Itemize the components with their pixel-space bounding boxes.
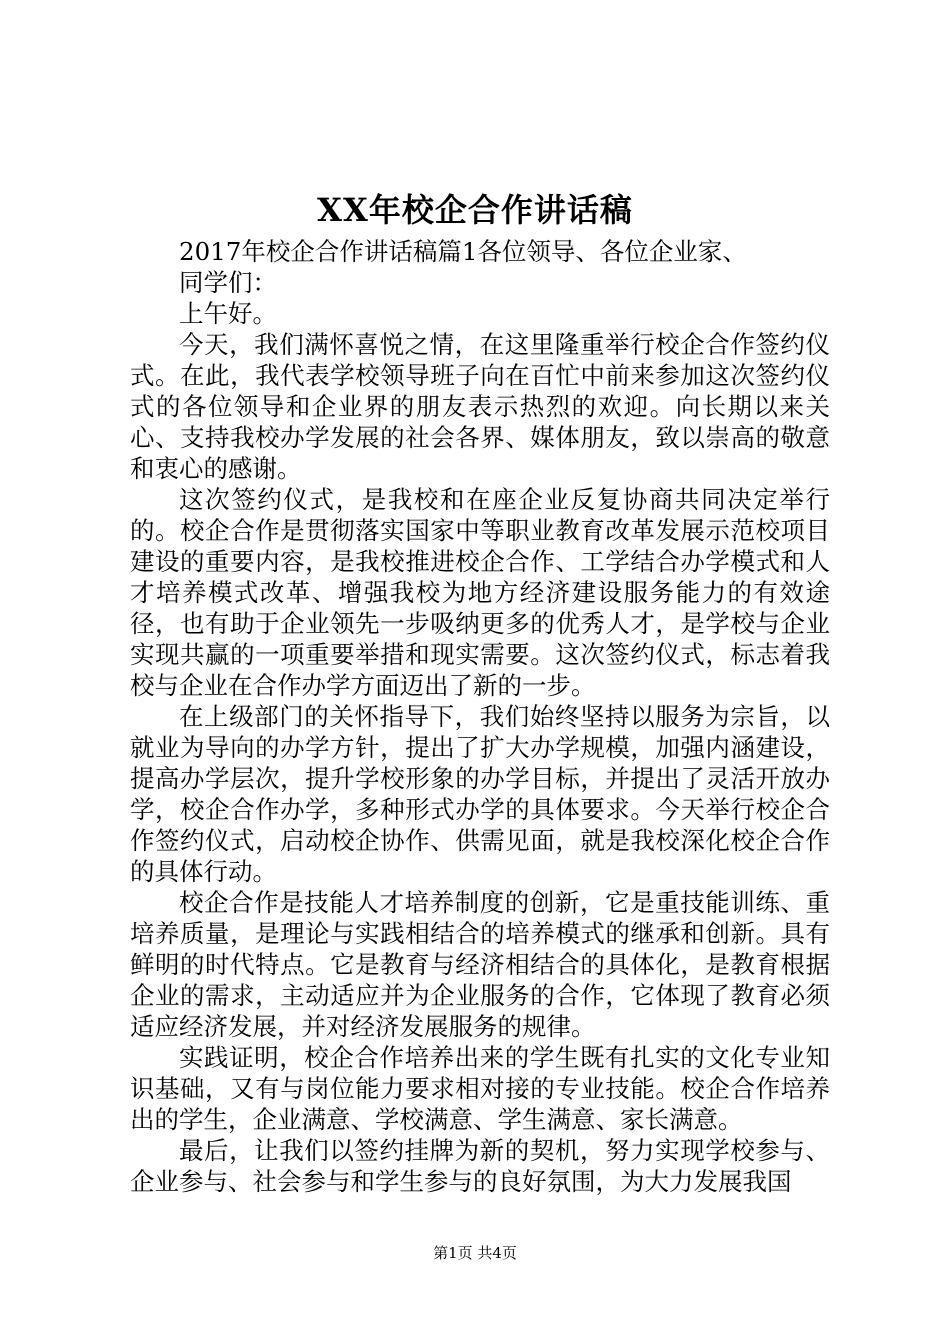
paragraph-3: 上午好。 xyxy=(179,299,277,328)
document-body xyxy=(130,236,830,1197)
document-title: XX年校企合作讲话稿 xyxy=(317,191,633,229)
paragraph-9: 最后，让我们以签约挂牌为新的契机，努力实现学校参与、企业参与、社会参与和学生参与的良好氛围，为大力发展我国 xyxy=(130,1136,830,1196)
paragraph-5: 这次签约仪式，是我校和在座企业反复协商共同决定举行的。校企合作是贯彻落实国家中等职业教育改革发展示范校项目建设的重要内容，是我校推进校企合作、工学结合办学模式和人才培养模式改革、增强我校为地方经济建设服务能力的有效途径，也有助于企业领先一步吸纳更多的优秀人才，是学校与企业实现共赢的一项重要举措和现实需要。这次签约仪式，标志着我校与企业在合作办学方面迈出了新的一步。 xyxy=(130,485,830,700)
paragraph-7: 校企合作是技能人才培养制度的创新，它是重技能训练、重培养质量，是理论与实践相结合的培养模式的继承和创新。具有鲜明的时代特点。它是教育与经济相结合的具体化，是教育根据企业的需求，主动适应并为企业服务的合作，它体现了教育必须适应经济发展，并对经济发展服务的规律。 xyxy=(130,888,830,1041)
paragraph-6: 在上级部门的关怀指导下，我们始终坚持以服务为宗旨，以就业为导向的办学方针，提出了扩大办学规模，加强内涵建设，提高办学层次，提升学校形象的办学目标，并提出了灵活开放办学，校企合作办学，多种形式办学的具体要求。今天举行校企合作签约仪式，启动校企协作、供需见面，就是我校深化校企合作的具体行动。 xyxy=(130,702,830,886)
paragraph-4: 今天，我们满怀喜悦之情，在这里隆重举行校企合作签约仪式。在此，我代表学校领导班子向在百忙中前来参加这次签约仪式的各位领导和企业界的朋友表示热烈的欢迎。向长期以来关心、支持我校办学发展的社会各界、媒体朋友，致以崇高的敬意和衷心的感谢。 xyxy=(130,330,830,483)
paragraph-1: 2017年校企合作讲话稿篇1各位领导、各位企业家、 xyxy=(179,237,747,266)
page-number-footer: 第1页 共4页 xyxy=(433,1244,517,1262)
paragraph-2: 同学们： xyxy=(179,268,277,297)
paragraph-8: 实践证明，校企合作培养出来的学生既有扎实的文化专业知识基础，又有与岗位能力要求相对接的专业技能。校企合作培养出的学生，企业满意、学校满意、学生满意、家长满意。 xyxy=(130,1043,830,1134)
